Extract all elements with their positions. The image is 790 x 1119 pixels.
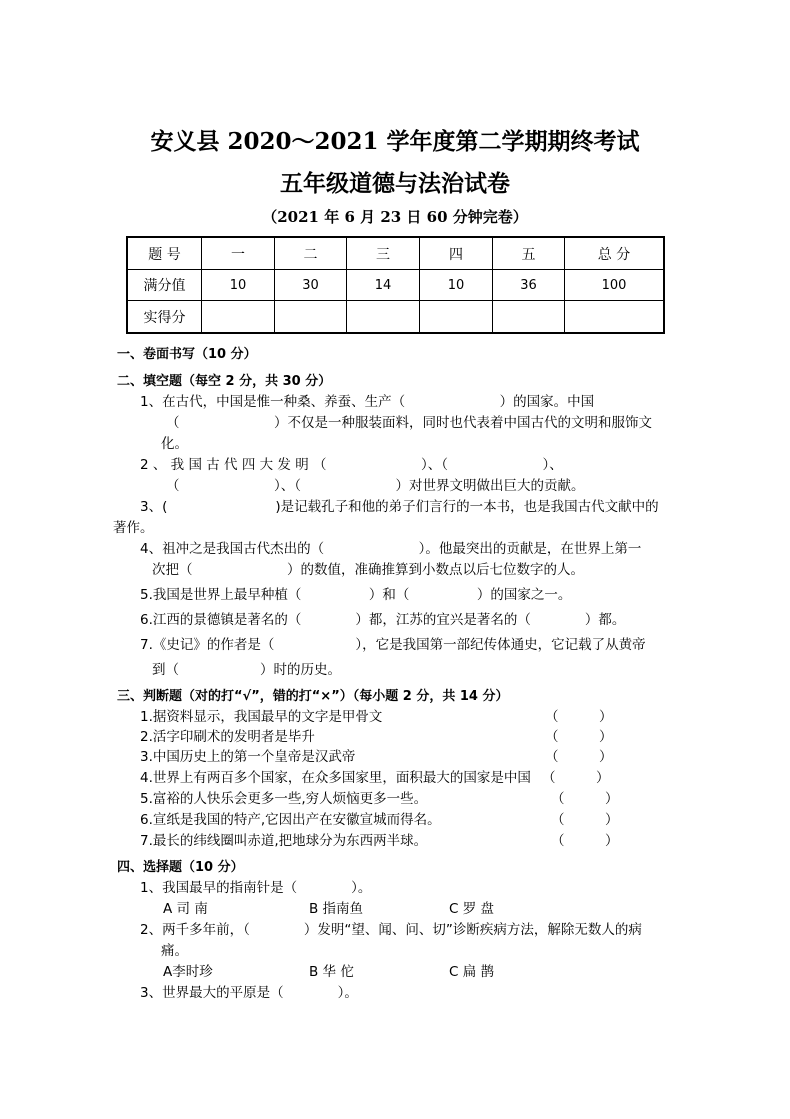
section-4-title: 四、选择题（10 分） [117, 860, 244, 875]
full-score-cell: 10 [420, 270, 493, 301]
actual-score-cell[interactable] [275, 301, 347, 334]
answer-box[interactable]: （ ） [542, 770, 610, 786]
choice-question: 1、我国最早的指南针是（ ）。 [140, 880, 372, 896]
actual-score-cell[interactable] [202, 301, 275, 334]
answer-box[interactable]: （ ） [545, 709, 613, 725]
section-1-title: 一、卷面书写（10 分） [117, 347, 257, 362]
actual-score-cell[interactable] [493, 301, 565, 334]
fill-line: 1、在古代，中国是惟一种桑、养蚕、生产（ ）的国家。中国 [140, 394, 595, 410]
answer-box[interactable]: （ ） [545, 729, 613, 745]
actual-score-cell[interactable] [565, 301, 665, 334]
header-cell: 总 分 [565, 237, 665, 270]
fill-line: 到（ ）时的历史。 [152, 662, 341, 678]
judge-item: 4.世界上有两百多个国家，在众多国家里，面积最大的国家是中国 [140, 770, 531, 786]
choice-option[interactable]: C 罗 盘 [449, 901, 495, 917]
section-3-title: 三、判断题（对的打“√”，错的打“×”）（每小题 2 分，共 14 分） [117, 689, 509, 704]
fill-line: 5.我国是世界上最早种植（ ）和（ ）的国家之一。 [140, 587, 572, 603]
judge-item: 1.据资料显示，我国最早的文字是甲骨文 [140, 709, 383, 725]
score-table [126, 236, 665, 334]
choice-option[interactable]: B 指南鱼 [309, 901, 364, 917]
fill-line: 著作。 [113, 520, 154, 536]
choice-question-cont: 痛。 [161, 943, 188, 959]
judge-item: 3.中国历史上的第一个皇帝是汉武帝 [140, 749, 356, 765]
fill-line: （ ）不仅是一种服装面料，同时也代表着中国古代的文明和服饰文 [166, 415, 652, 431]
judge-item: 2.活字印刷术的发明者是毕升 [140, 729, 315, 745]
actual-score-cell[interactable] [347, 301, 420, 334]
header-cell: 三 [347, 237, 420, 270]
full-score-cell: 10 [202, 270, 275, 301]
answer-box[interactable]: （ ） [551, 791, 619, 807]
header-cell: 五 [493, 237, 565, 270]
choice-option[interactable]: B 华 佗 [309, 964, 354, 980]
header-cell: 一 [202, 237, 275, 270]
judge-item: 7.最长的纬线圈叫赤道,把地球分为东西两半球。 [140, 833, 428, 849]
header-cell: 二 [275, 237, 347, 270]
choice-question: 2、两千多年前，（ ）发明“望、闻、问、切”诊断疾病方法，解除无数人的病 [140, 922, 642, 938]
header-cell: 四 [420, 237, 493, 270]
answer-box[interactable]: （ ） [551, 812, 619, 828]
actual-score-cell[interactable] [420, 301, 493, 334]
choice-question: 3、世界最大的平原是（ ）。 [140, 985, 358, 1001]
fill-line: 4、祖冲之是我国古代杰出的（ ）。他最突出的贡献是，在世界上第一 [140, 541, 642, 557]
choice-option[interactable]: A李时珍 [163, 964, 213, 980]
full-score-label: 满分值 [127, 270, 202, 301]
fill-line: 化。 [161, 436, 188, 452]
score-table-header-row [127, 237, 664, 270]
full-score-cell: 14 [347, 270, 420, 301]
full-score-cell: 100 [565, 270, 665, 301]
fill-line: 7.《史记》的作者是（ ），它是我国第一部纪传体通史，它记载了从黄帝 [140, 637, 646, 653]
fill-line: （ ）、（ ）对世界文明做出巨大的贡献。 [166, 478, 585, 494]
choice-option[interactable]: C 扁 鹊 [449, 964, 495, 980]
judge-item: 5.富裕的人快乐会更多一些,穷人烦恼更多一些。 [140, 791, 428, 807]
exam-title: 安义县 2020～2021 学年度第二学期期终考试 [150, 128, 640, 155]
header-cell: 题 号 [127, 237, 202, 270]
score-table-full-row [127, 270, 664, 301]
answer-box[interactable]: （ ） [551, 833, 619, 849]
fill-line: 次把（ ）的数值，准确推算到小数点以后七位数字的人。 [152, 562, 584, 578]
full-score-cell: 36 [493, 270, 565, 301]
fill-line: 2 、 我 国 古 代 四 大 发 明 （ ）、（ ）、 [140, 457, 563, 473]
answer-box[interactable]: （ ） [545, 749, 613, 765]
choice-option[interactable]: A 司 南 [163, 901, 208, 917]
judge-item: 6.宣纸是我国的特产,它因出产在安徽宣城而得名。 [140, 812, 441, 828]
fill-line: 3、( )是记载孔子和他的弟子们言行的一本书，也是我国古代文献中的 [140, 499, 659, 515]
exam-subject-title: 五年级道德与法治试卷 [280, 170, 510, 197]
section-2-title: 二、填空题（每空 2 分，共 30 分） [117, 374, 332, 389]
full-score-cell: 30 [275, 270, 347, 301]
fill-line: 6.江西的景德镇是著名的（ ）都，江苏的宜兴是著名的（ ）都。 [140, 612, 626, 628]
exam-date-duration: （2021 年 6 月 23 日 60 分钟完卷） [262, 208, 528, 226]
actual-score-label: 实得分 [127, 301, 202, 334]
score-table-actual-row [127, 301, 664, 334]
